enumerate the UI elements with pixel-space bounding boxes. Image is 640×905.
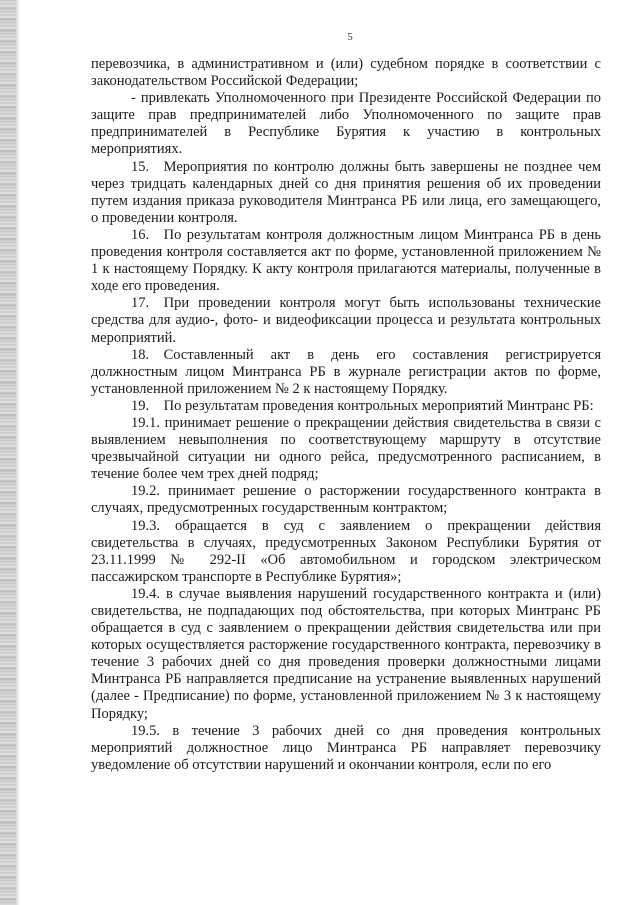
paragraph-ombudsman: - привлекать Уполномоченного при Президенте Российской Федерации по защите прав предпринимателей либо Уполномоченного по защите прав предпринимателей в Республике Бурятия к участию в контрольных мероприятиях.	[91, 90, 601, 158]
scan-edge-shadow	[16, 0, 20, 905]
paragraph-15: 15. Мероприятия по контролю должны быть завершены не позднее чем через тридцать календарных дней со дня принятия решения об их проведении путем издания приказа руководителя Минтранса РБ или лица, его замещающего, о проведении контроля.	[91, 158, 601, 226]
document-body	[91, 56, 601, 774]
page-number: 5	[347, 31, 353, 43]
paragraph-16: 16. По результатам контроля должностным лицом Минтранса РБ в день проведения контроля составляется акт по форме, установленной приложением № 1 к настоящему Порядку. К акту контроля прилагаются материалы, полученные в ходе его проведения.	[91, 226, 601, 295]
paragraph-19-3: 19.3. обращается в суд с заявлением о прекращении действия свидетельства в случаях, предусмотренных Законом Республики Бурятия от 23.11.1999 № 292-II «Об автомобильном и городском электрическом пассажирском транспорте в Республике Бурятия»;	[91, 517, 601, 585]
paragraph-17: 17. При проведении контроля могут быть использованы технические средства для аудио-, фото- и видеофиксации процесса и результата контрольных мероприятий.	[91, 295, 601, 346]
paragraph-19-1: 19.1. принимает решение о прекращении действия свидетельства в связи с выявлением невыполнения по соответствующему маршруту в отсутствие чрезвычайной ситуации ни одного рейса, предусмотренного расписанием, в течение более чем трех дней подряд;	[91, 414, 601, 483]
paragraph-19-2: 19.2. принимает решение о расторжении государственного контракта в случаях, предусмотренных государственным контрактом;	[91, 483, 601, 517]
paragraph-19-5: 19.5. в течение 3 рабочих дней со дня проведения контрольных мероприятий должностное лицо Минтранса РБ направляет перевозчику уведомление об отсутствии нарушений и окончании контроля, если по его	[91, 722, 601, 773]
paragraph-19: 19. По результатам проведения контрольных мероприятий Минтранс РБ:	[131, 397, 594, 414]
paragraph-19-4: 19.4. в случае выявления нарушений государственного контракта и (или) свидетельства, не подпадающих под обстоятельства, при которых Минтранс РБ обращается в суд с заявлением о прекращении действия свидетельства или при которых осуществляется расторжение государственного контракта, перевозчику в течение 3 рабочих дней со дня проведения проверки должностными лицами Минтранса РБ направляется предписание на устранение выявленных нарушений (далее - Предписание) по форме, установленной приложением № 3 к настоящему Порядку;	[91, 585, 601, 722]
paragraph-continuation: перевозчика, в административном и (или) судебном порядке в соответствии с законодательством Российской Федерации;	[91, 56, 601, 90]
paragraph-18: 18. Составленный акт в день его составления регистрируется должностным лицом Минтранса РБ в журнале регистрации актов по форме, установленной приложением № 2 к настоящему Порядку.	[91, 346, 601, 397]
scan-edge	[0, 0, 16, 905]
